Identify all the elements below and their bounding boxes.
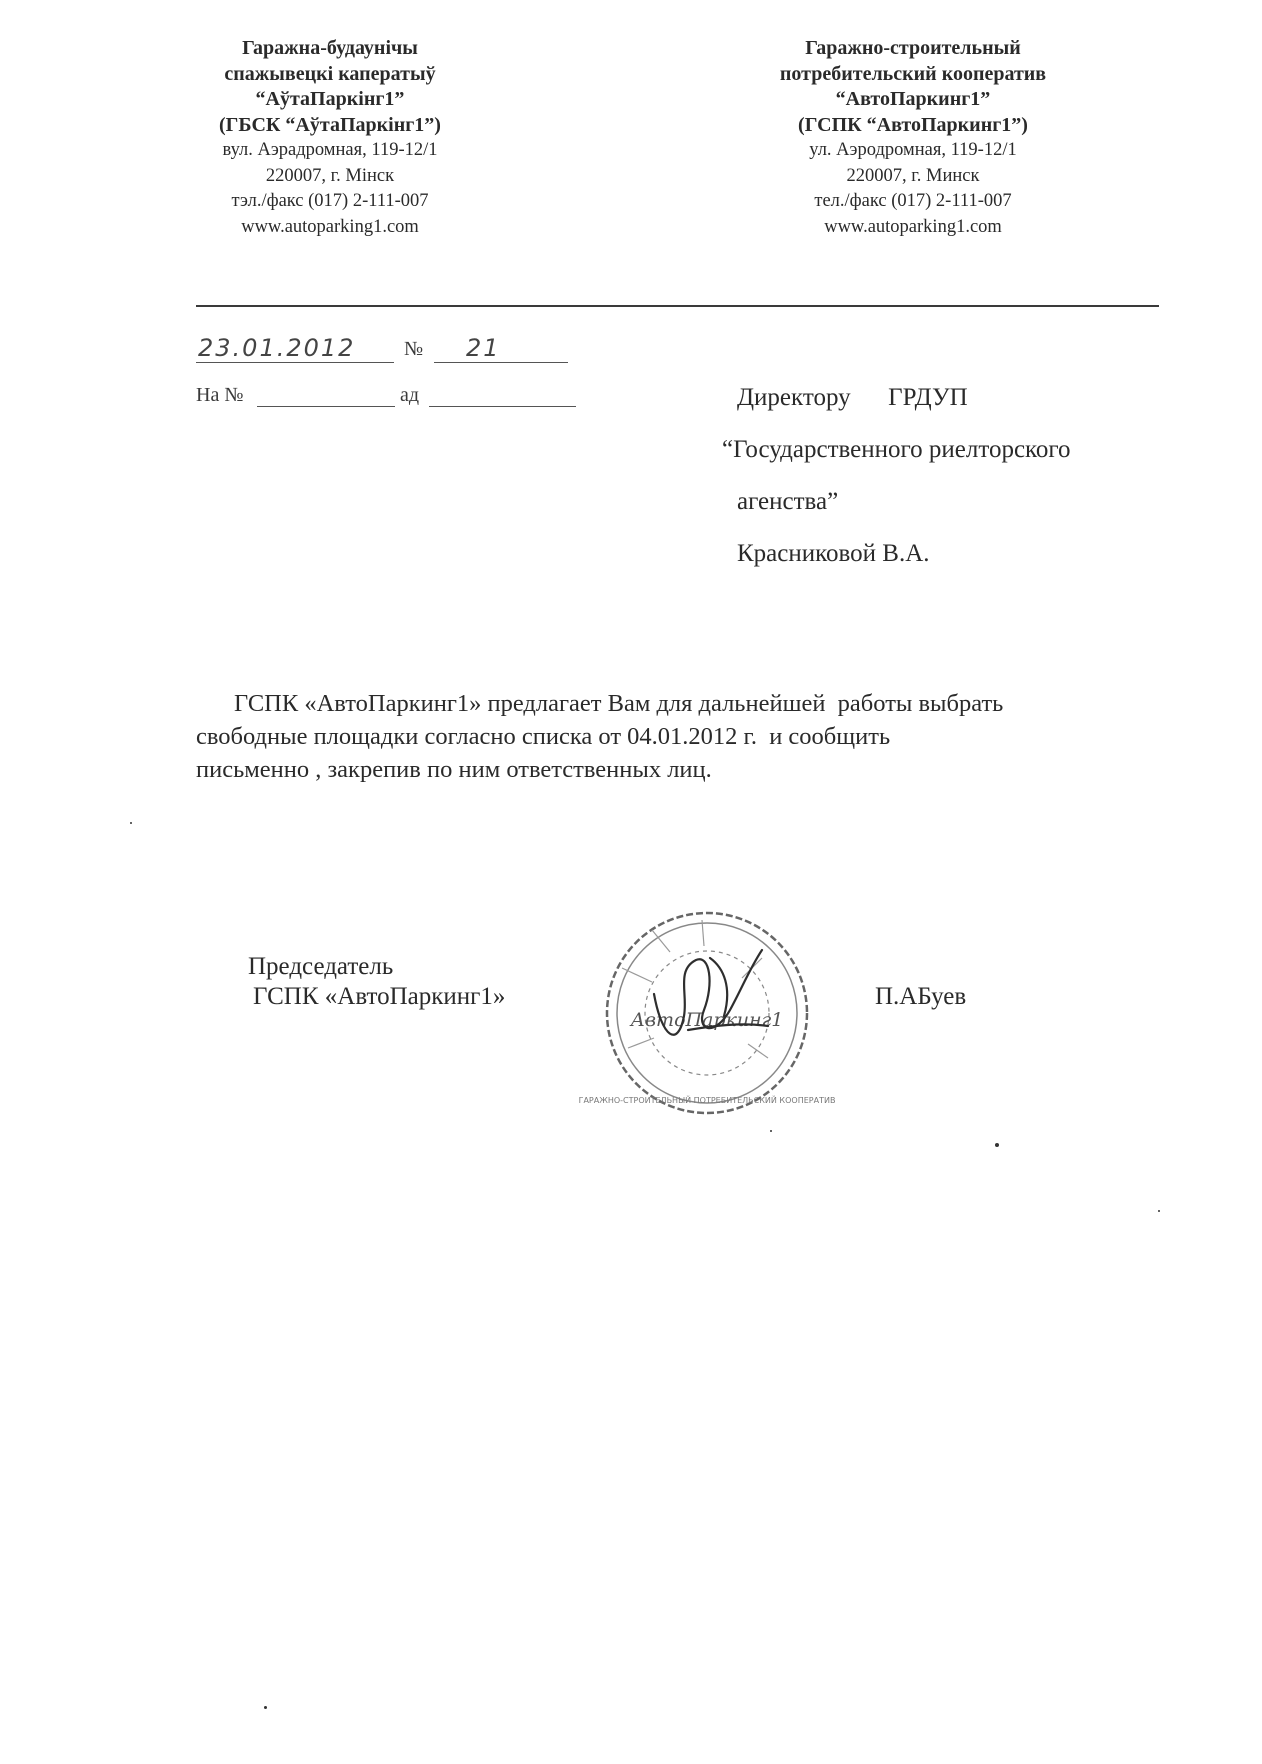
scan-speck bbox=[264, 1706, 267, 1709]
signatory-title bbox=[248, 952, 505, 1012]
header-belarusian bbox=[170, 36, 490, 240]
org-line-1: Гаражна-будаунічы bbox=[242, 37, 418, 59]
handwritten-number: 21 bbox=[466, 334, 501, 362]
website: www.autoparking1.com bbox=[824, 216, 1002, 237]
official-stamp bbox=[578, 898, 836, 1128]
letter-body bbox=[196, 687, 1176, 786]
addressee-position: Директору ГРДУП bbox=[737, 384, 968, 411]
scan-speck bbox=[130, 822, 132, 824]
org-line-3: “АўтаПаркінг1” bbox=[255, 88, 405, 110]
signatory-position: Председатель bbox=[248, 953, 394, 980]
org-line-1: Гаражно-строительный bbox=[805, 37, 1021, 59]
number-label: № bbox=[404, 338, 424, 360]
scan-speck bbox=[1158, 1210, 1160, 1212]
address-street: ул. Аэродромная, 119-12/1 bbox=[809, 140, 1017, 160]
org-line-3: “АвтоПаркинг1” bbox=[835, 88, 991, 110]
org-line-2: спажывецкі каператыў bbox=[224, 62, 436, 85]
stamp-ring-text: ГАРАЖНО-СТРОИТЕЛЬНЫЙ ПОТРЕБИТЕЛЬСКИЙ КООПЕРАТИВ bbox=[578, 1096, 836, 1105]
website: www.autoparking1.com bbox=[241, 216, 419, 237]
address-street: вул. Аэрадромная, 119-12/1 bbox=[222, 140, 438, 160]
date-field bbox=[196, 334, 394, 363]
address-city: 220007, г. Мінск bbox=[265, 165, 395, 186]
signatory-name: П.АБуев bbox=[875, 983, 967, 1010]
reference-from-label: ад bbox=[400, 384, 420, 406]
reference-date-blank bbox=[429, 384, 576, 407]
phone-fax: тел./факс (017) 2-111-007 bbox=[814, 191, 1012, 211]
number-field bbox=[434, 334, 568, 363]
org-line-4: (ГБСК “АўтаПаркінг1”) bbox=[219, 113, 441, 136]
address-city: 220007, г. Минск bbox=[846, 165, 980, 186]
stamp-center-text: АвтоПаркинг1 bbox=[630, 1009, 784, 1031]
body-line-1: ГСПК «АвтоПаркинг1» предлагает Вам для дальнейшей работы выбрать bbox=[234, 690, 1004, 717]
phone-fax: тэл./факс (017) 2-111-007 bbox=[231, 191, 429, 211]
addressee-org-cont: агенства” bbox=[737, 488, 839, 515]
reference-label: На № bbox=[196, 384, 244, 406]
body-line-2: свободные площадки согласно списка от 04.01.2012 г. и сообщить bbox=[196, 723, 891, 750]
addressee-block bbox=[722, 372, 1202, 580]
signatory-org: ГСПК «АвтоПаркинг1» bbox=[253, 983, 506, 1010]
scan-speck bbox=[770, 1130, 772, 1132]
handwritten-date: 23.01.2012 bbox=[198, 334, 356, 362]
addressee-org: “Государственного риелторского bbox=[722, 436, 1071, 463]
org-line-2: потребительский кооператив bbox=[779, 62, 1047, 85]
body-line-3: письменно , закрепив по ним ответственных лиц. bbox=[196, 756, 712, 783]
header-russian bbox=[718, 36, 1108, 240]
scan-speck bbox=[995, 1143, 999, 1147]
header-divider bbox=[196, 305, 1159, 307]
reference-number-blank bbox=[257, 384, 395, 407]
addressee-name: Красниковой В.А. bbox=[737, 540, 930, 567]
org-line-4: (ГСПК “АвтоПаркинг1”) bbox=[798, 113, 1028, 136]
